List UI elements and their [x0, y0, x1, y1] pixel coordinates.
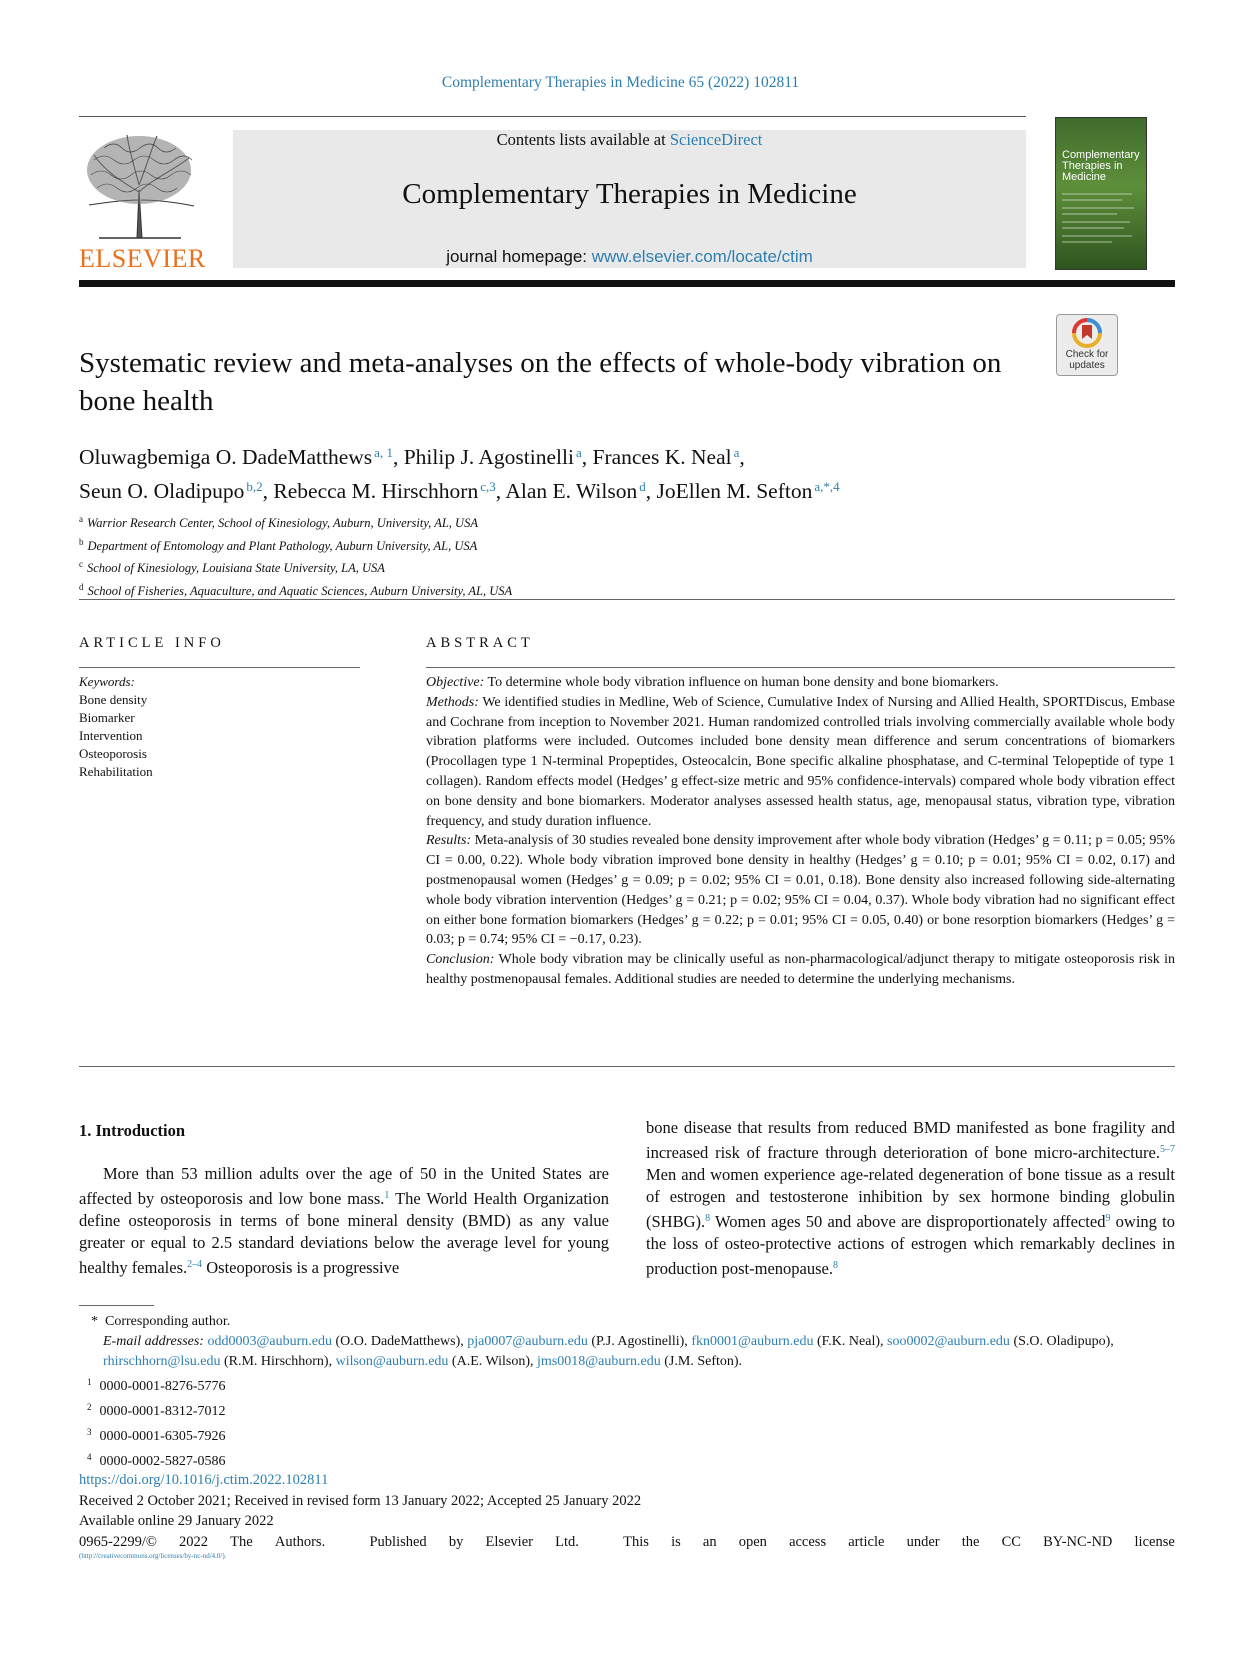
affiliation-text: Warrior Research Center, School of Kinesiology, Auburn, University, AL, USA — [87, 516, 478, 530]
contents-prefix: Contents lists available at — [496, 130, 670, 149]
copyright-word: Ltd. — [555, 1533, 579, 1550]
check-for-updates-button[interactable] — [1056, 314, 1118, 376]
elsevier-tree-logo — [79, 130, 201, 240]
body-text: More than 53 million adults over the age of 50 in the United States are affected by osteoporosis and low bone mass. — [79, 1164, 609, 1208]
author-name[interactable]: JoEllen M. Sefton — [656, 479, 813, 503]
email-link[interactable]: fkn0001@auburn.edu — [691, 1334, 814, 1349]
journal-title: Complementary Therapies in Medicine — [402, 178, 857, 210]
received-dates: Received 2 October 2021; Received in revised form 13 January 2022; Accepted 25 January 2022 — [79, 1492, 642, 1509]
body-text: Women ages 50 and above are disproportionately affected — [710, 1212, 1106, 1231]
homepage-link[interactable]: www.elsevier.com/locate/ctim — [591, 247, 813, 266]
abstract-conclusion — [426, 950, 1175, 990]
author-separator: , — [581, 445, 593, 469]
footnotes — [79, 1312, 1175, 1472]
copyright-word: Published — [369, 1533, 427, 1550]
orcid-key: 4 — [87, 1452, 92, 1462]
body-text: Men and women experience age-related degeneration of bone tissue as a result of estrogen and testosterone inhibition by sex hormone binding globulin (SHBG). — [646, 1165, 1175, 1231]
author-name[interactable]: Philip J. Agostinelli — [403, 445, 574, 469]
author-affiliation-marker[interactable]: a — [733, 445, 740, 460]
author-name[interactable]: Seun O. Oladipupo — [79, 479, 245, 503]
author-name[interactable]: Rebecca M. Hirschhorn — [273, 479, 479, 503]
keyword-item: Rehabilitation — [79, 764, 153, 779]
keyword-item: Bone density — [79, 692, 148, 707]
copyright-word: license — [1134, 1533, 1175, 1550]
author-affiliation-marker[interactable]: d — [639, 479, 646, 494]
keywords-label: Keywords: — [79, 674, 135, 689]
body-text: The World Health Organization define osteoporosis in terms of bone mineral density (BMD) as any value greater or equal to 2.5 standard deviations below the average level for young healthy females. — [79, 1189, 609, 1277]
copyright-word: 2022 — [179, 1533, 209, 1550]
contents-line — [233, 130, 1026, 150]
corresponding-author-note: * Corresponding author. — [91, 1314, 231, 1329]
elsevier-logo-text: ELSEVIER — [79, 244, 206, 273]
keyword-item: Osteoporosis — [79, 746, 147, 761]
email-link[interactable]: odd0003@auburn.edu — [207, 1334, 332, 1349]
conclusion-label: Conclusion: — [426, 952, 495, 968]
methods-text: We identified studies in Medline, Web of Science, Cumulative Index of Nursing and Allied Health, SPORTDiscus, Embase and Cochrane from inception to November 2021. Human randomized controlled trials involving commercially available whole body vibration platforms were included. Outcomes included bone density mean difference and serum concentrations of biomarkers (Procollagen type 1 N-terminal Propeptides, Osteocalcin, Bone specific alkaline phosphatase, and C-terminal Telopeptide of type 1 collagen). Random effects model (Hedges’ g effect-size metric and 95% confidence-intervals) compared whole body vibration effect on bone density and bone biomarkers. Moderator analyses assessed health status, age, menopausal status, vibration type, vibration frequency, and study duration influence. — [426, 694, 1175, 829]
header-rule — [79, 116, 1026, 117]
email-owner: (F.K. Neal), — [813, 1334, 887, 1349]
email-owner: (O.O. DadeMatthews), — [331, 1334, 468, 1349]
header-thick-rule — [79, 280, 1175, 287]
email-link[interactable]: rhirschhorn@lsu.edu — [103, 1354, 221, 1369]
journal-citation[interactable]: Complementary Therapies in Medicine 65 (2022) 102811 — [441, 74, 800, 91]
email-label: E-mail addresses: — [103, 1334, 208, 1349]
author-affiliation-marker[interactable]: a — [575, 445, 582, 460]
keyword-item: Intervention — [79, 728, 143, 743]
copyright-word: CC — [1001, 1533, 1021, 1550]
copyright-word: This — [623, 1533, 649, 1550]
affiliation-text: School of Fisheries, Aquaculture, and Aquatic Sciences, Auburn University, AL, USA — [87, 583, 513, 598]
copyright-word: open — [738, 1533, 767, 1550]
check-updates-icon — [1057, 315, 1117, 349]
license-link[interactable]: (http://creativecommons.org/licenses/by-nc-nd/4.0/). — [79, 1552, 227, 1560]
body-text: owing to the loss of osteo-protective actions of estrogen which remarkably declines in production post-menopause. — [646, 1212, 1175, 1278]
keywords-list — [79, 691, 360, 781]
email-link[interactable]: jms0018@auburn.edu — [537, 1354, 661, 1369]
author-affiliation-marker[interactable]: c,3 — [480, 479, 496, 494]
abstract-body — [426, 673, 1175, 990]
affiliation-key: b — [79, 536, 84, 547]
reference-citation[interactable]: 5–7 — [1160, 1144, 1175, 1155]
corresponding-text: Corresponding author. — [105, 1314, 231, 1329]
affiliation-item — [79, 578, 979, 601]
email-owner: (P.J. Agostinelli), — [587, 1334, 692, 1349]
introduction-column-1 — [79, 1163, 609, 1279]
introduction-heading: 1. Introduction — [79, 1121, 186, 1140]
author-affiliation-marker[interactable]: b,2 — [246, 479, 263, 494]
author-affiliation-marker[interactable]: a,*,4 — [814, 479, 840, 494]
copyright-word: 0965-2299/© — [79, 1533, 157, 1550]
orcid-item — [79, 1422, 1175, 1447]
copyright-word: access — [789, 1533, 827, 1550]
keywords-block — [79, 673, 360, 781]
objective-label: Objective: — [426, 675, 485, 690]
abstract-methods — [426, 693, 1175, 832]
orcid-key: 2 — [87, 1402, 92, 1412]
author-separator: , — [392, 445, 404, 469]
author-name[interactable]: Alan E. Wilson — [505, 479, 638, 503]
author-separator: , — [739, 445, 745, 469]
email-owner: (A.E. Wilson), — [448, 1354, 538, 1369]
email-link[interactable]: pja0007@auburn.edu — [467, 1334, 588, 1349]
affiliation-item — [79, 533, 979, 556]
methods-label: Methods: — [426, 694, 479, 710]
copyright-word: an — [702, 1533, 717, 1550]
reference-citation[interactable]: 1 — [384, 1190, 390, 1201]
author-name[interactable]: Frances K. Neal — [592, 445, 732, 469]
abstract-heading: ABSTRACT — [426, 635, 534, 651]
copyright-word: the — [961, 1533, 980, 1550]
author-name[interactable]: Oluwagbemiga O. DadeMatthews — [79, 445, 373, 469]
results-label: Results: — [426, 833, 472, 849]
affiliation-item — [79, 555, 979, 578]
sciencedirect-link[interactable]: ScienceDirect — [669, 130, 763, 149]
affiliation-text: Department of Entomology and Plant Pathology, Auburn University, AL, USA — [87, 538, 478, 553]
email-link[interactable]: soo0002@auburn.edu — [887, 1334, 1010, 1349]
orcid-key: 1 — [87, 1377, 92, 1387]
email-owner: (J.M. Sefton). — [660, 1354, 743, 1369]
reference-citation[interactable]: 8 — [705, 1213, 711, 1224]
section-rule-bottom — [79, 1066, 1175, 1067]
orcid-item — [79, 1372, 1175, 1397]
reference-citation[interactable]: 2–4 — [187, 1259, 203, 1270]
copyright-word: article — [848, 1533, 885, 1550]
article-info-rule — [79, 667, 360, 668]
doi-link[interactable]: https://doi.org/10.1016/j.ctim.2022.102811 — [79, 1472, 329, 1488]
orcid-id: 0000-0001-8276-5776 — [99, 1379, 226, 1394]
homepage-prefix: journal homepage: — [446, 247, 592, 266]
affiliation-text: School of Kinesiology, Louisiana State University, LA, USA — [87, 561, 385, 575]
copyright-word: The — [230, 1533, 253, 1550]
orcid-list — [79, 1372, 1175, 1472]
copyright-word: Elsevier — [485, 1533, 533, 1550]
footnote-rule — [79, 1305, 154, 1306]
email-link[interactable]: wilson@auburn.edu — [335, 1354, 449, 1369]
author-list — [79, 438, 1159, 506]
author-affiliation-marker[interactable]: a, 1 — [374, 445, 393, 460]
cover-title: Complementary Therapies in Medicine — [1062, 149, 1140, 183]
publication-info — [79, 1470, 1175, 1552]
copyright-line — [79, 1532, 1175, 1553]
article-title: Systematic review and meta-analyses on the effects of whole-body vibration on bone health — [79, 347, 1002, 417]
copyright-word: BY-NC-ND — [1043, 1533, 1113, 1550]
reference-citation[interactable]: 9 — [1105, 1213, 1111, 1224]
results-text: Meta-analysis of 30 studies revealed bone density improvement after whole body vibration (Hedges’ g = 0.11; p = 0.05; 95% CI = 0.00, 0.22). Whole body vibration improved bone density in healthy (Hedges’ g = 0.10; p = 0.01; 95% CI = 0.02, 0.17) and postmenopausal women (Hedges’ g = 0.09; p = 0.02; 95% CI = 0.01, 0.18). Bone density also increased following side-alternating whole body vibration intervention (Hedges’ g = 0.21; p = 0.02; 95% CI = 0.04, 0.37). Whole body vibration had no significant effect on either bone formation biomarkers (Hedges’ g = 0.22; p = 0.01; 95% CI = 0.05, 0.40) or bone resorption biomarkers (Hedges’ g = 0.03; p = 0.74; 95% CI = −0.17, 0.23). — [426, 833, 1175, 948]
author-separator: , — [262, 479, 274, 503]
orcid-id: 0000-0001-6305-7926 — [99, 1429, 226, 1444]
orcid-item — [79, 1397, 1175, 1422]
article-info-heading: ARTICLE INFO — [79, 635, 225, 651]
body-text: bone disease that results from reduced BMD manifested as bone fragility and increased risk of fracture through deterioration of bone micro-architecture. — [646, 1118, 1175, 1162]
reference-citation[interactable]: 8 — [832, 1260, 838, 1271]
affiliation-key: a — [79, 514, 83, 524]
check-updates-label: Check for updates — [1065, 349, 1109, 371]
abstract-objective — [426, 673, 1175, 693]
orcid-key: 3 — [87, 1427, 92, 1437]
abstract-results — [426, 831, 1175, 950]
copyright-word: under — [906, 1533, 940, 1550]
objective-text: To determine whole body vibration influence on human bone density and bone biomarkers. — [484, 675, 999, 690]
email-owner: (S.O. Oladipupo), — [1009, 1334, 1114, 1349]
affiliation-key: d — [79, 581, 84, 592]
copyright-word: is — [671, 1533, 681, 1550]
author-separator: , — [495, 479, 506, 503]
abstract-rule — [426, 667, 1175, 668]
conclusion-text: Whole body vibration may be clinically useful as non-pharmacological/adjunct therapy to mitigate osteoporosis risk in healthy postmenopausal females. Additional studies are needed to determine the underlying mechanisms. — [426, 952, 1175, 987]
orcid-id: 0000-0002-5827-0586 — [99, 1454, 226, 1469]
cover-text-lines — [1062, 190, 1138, 255]
affiliation-key: c — [79, 559, 83, 569]
journal-homepage — [233, 247, 1026, 267]
copyright-word: Authors. — [274, 1533, 326, 1550]
copyright-word: by — [448, 1533, 464, 1550]
affiliation-item — [79, 510, 979, 533]
available-online: Available online 29 January 2022 — [79, 1513, 274, 1529]
introduction-column-2 — [646, 1117, 1175, 1280]
orcid-id: 0000-0001-8312-7012 — [99, 1404, 226, 1419]
keyword-item: Biomarker — [79, 710, 135, 725]
author-separator: , — [645, 479, 657, 503]
email-addresses — [79, 1332, 1175, 1372]
body-text: Osteoporosis is a progressive — [202, 1258, 400, 1277]
orcid-item — [79, 1447, 1175, 1472]
email-owner: (R.M. Hirschhorn), — [220, 1354, 336, 1369]
section-rule-top — [79, 599, 1175, 600]
affiliation-list — [79, 510, 979, 600]
